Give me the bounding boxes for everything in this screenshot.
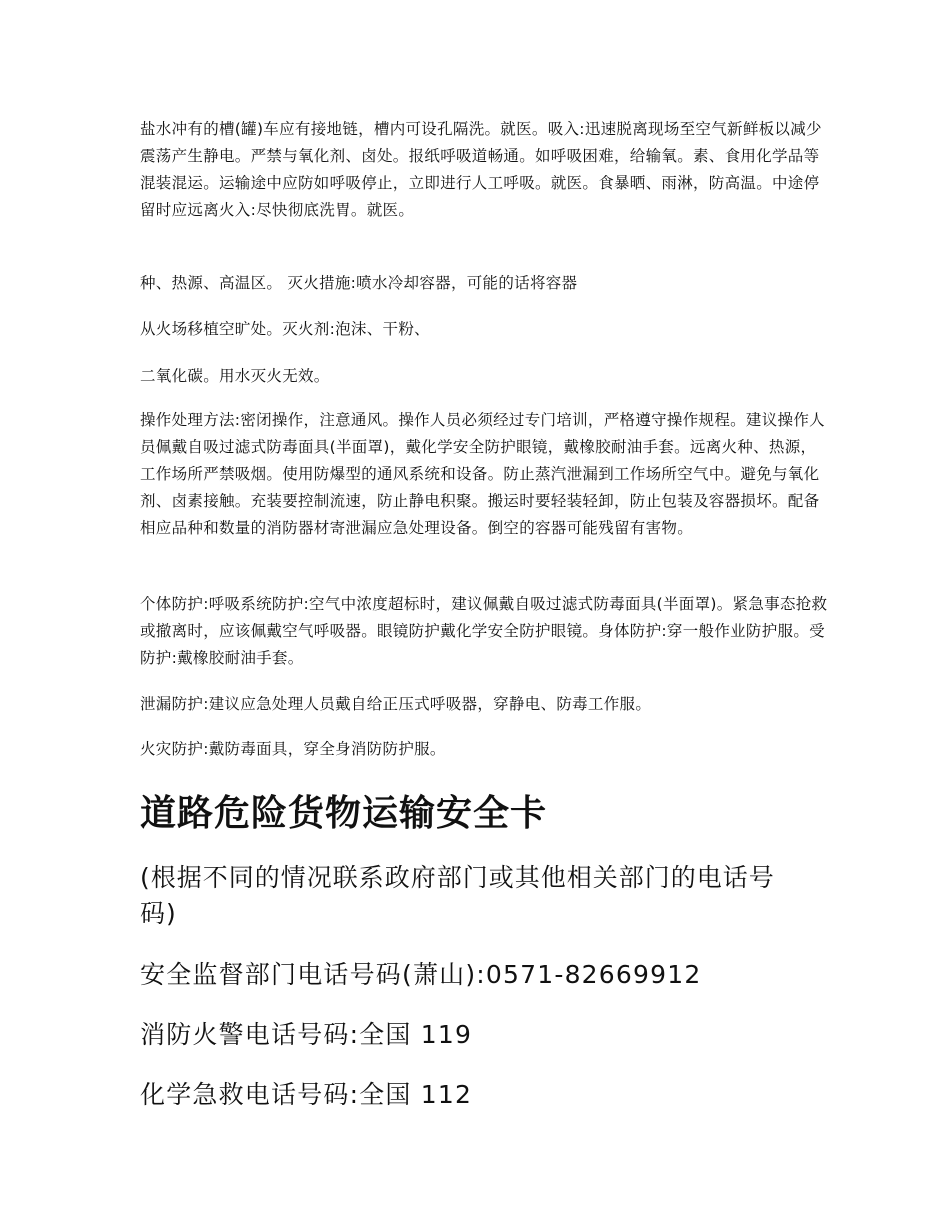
paragraph-extinguisher: 二氧化碳。用水灭火无效。	[140, 367, 330, 385]
paragraph-fire-protection: 火灾防护:戴防毒面具，穿全身消防防护服。	[140, 740, 446, 758]
fire-alarm-phone: 消防火警电话号码:全国 119	[140, 1020, 473, 1049]
safety-supervision-phone: 安全监督部门电话号码(萧山):0571-82669912	[140, 960, 702, 989]
paragraph-handling: 操作处理方法:密闭操作，注意通风。操作人员必须经过专门培训，严格遵守操作规程。建议操作人员佩戴自吸过滤式防毒面具(半面罩)，戴化学安全防护眼镜，戴橡胶耐油手套。远离火种、热源，工作场所严禁吸烟。使用防爆型的通风系统和设备。防止蒸汽泄漏到工作场所空气中。避免与氧化剂、卤素接触。充装要控制流速，防止静电积聚。搬运时要轻装轻卸，防止包装及容器损坏。配备相应品种和数量的消防器材寄泄漏应急处理设备。倒空的容器可能残留有害物。	[140, 411, 825, 537]
paragraph-leak-protection: 泄漏防护:建议应急处理人员戴自给正压式呼吸器，穿静电、防毒工作服。	[140, 695, 652, 713]
paragraph-first-aid-transport: 盐水冲有的槽(罐)车应有接地链，槽内可设孔隔洗。就医。吸入:迅速脱离现场至空气新鲜板以减少震荡产生静电。严禁与氧化剂、卤处。报纸呼吸道畅通。如呼吸困难，给输氧。素、食用化学品等混装混运。运输途中应防如呼吸停止，立即进行人工呼吸。就医。食暴晒、雨淋，防高温。中途停留时应远离火入:尽快彻底洗胃。就医。	[140, 120, 822, 219]
safety-card-title: 道路危险货物运输安全卡	[140, 793, 548, 834]
paragraph-personal-protection: 个体防护:呼吸系统防护:空气中浓度超标时，建议佩戴自吸过滤式防毒面具(半面罩)。紧急事态抢救或撤离时，应该佩戴空气呼吸器。眼镜防护戴化学安全防护眼镜。身体防护:穿一般作业防护服。受防护:戴橡胶耐油手套。	[140, 595, 828, 667]
safety-card-subtitle: (根据不同的情况联系政府部门或其他相关部门的电话号码)	[140, 863, 775, 928]
paragraph-fire-measures: 种、热源、高温区。 灭火措施:喷水冷却容器，可能的话将容器	[140, 274, 578, 292]
chemical-emergency-phone: 化学急救电话号码:全国 112	[140, 1080, 473, 1109]
paragraph-fire-relocation: 从火场移植空旷处。灭火剂:泡沫、干粉、	[140, 320, 430, 338]
